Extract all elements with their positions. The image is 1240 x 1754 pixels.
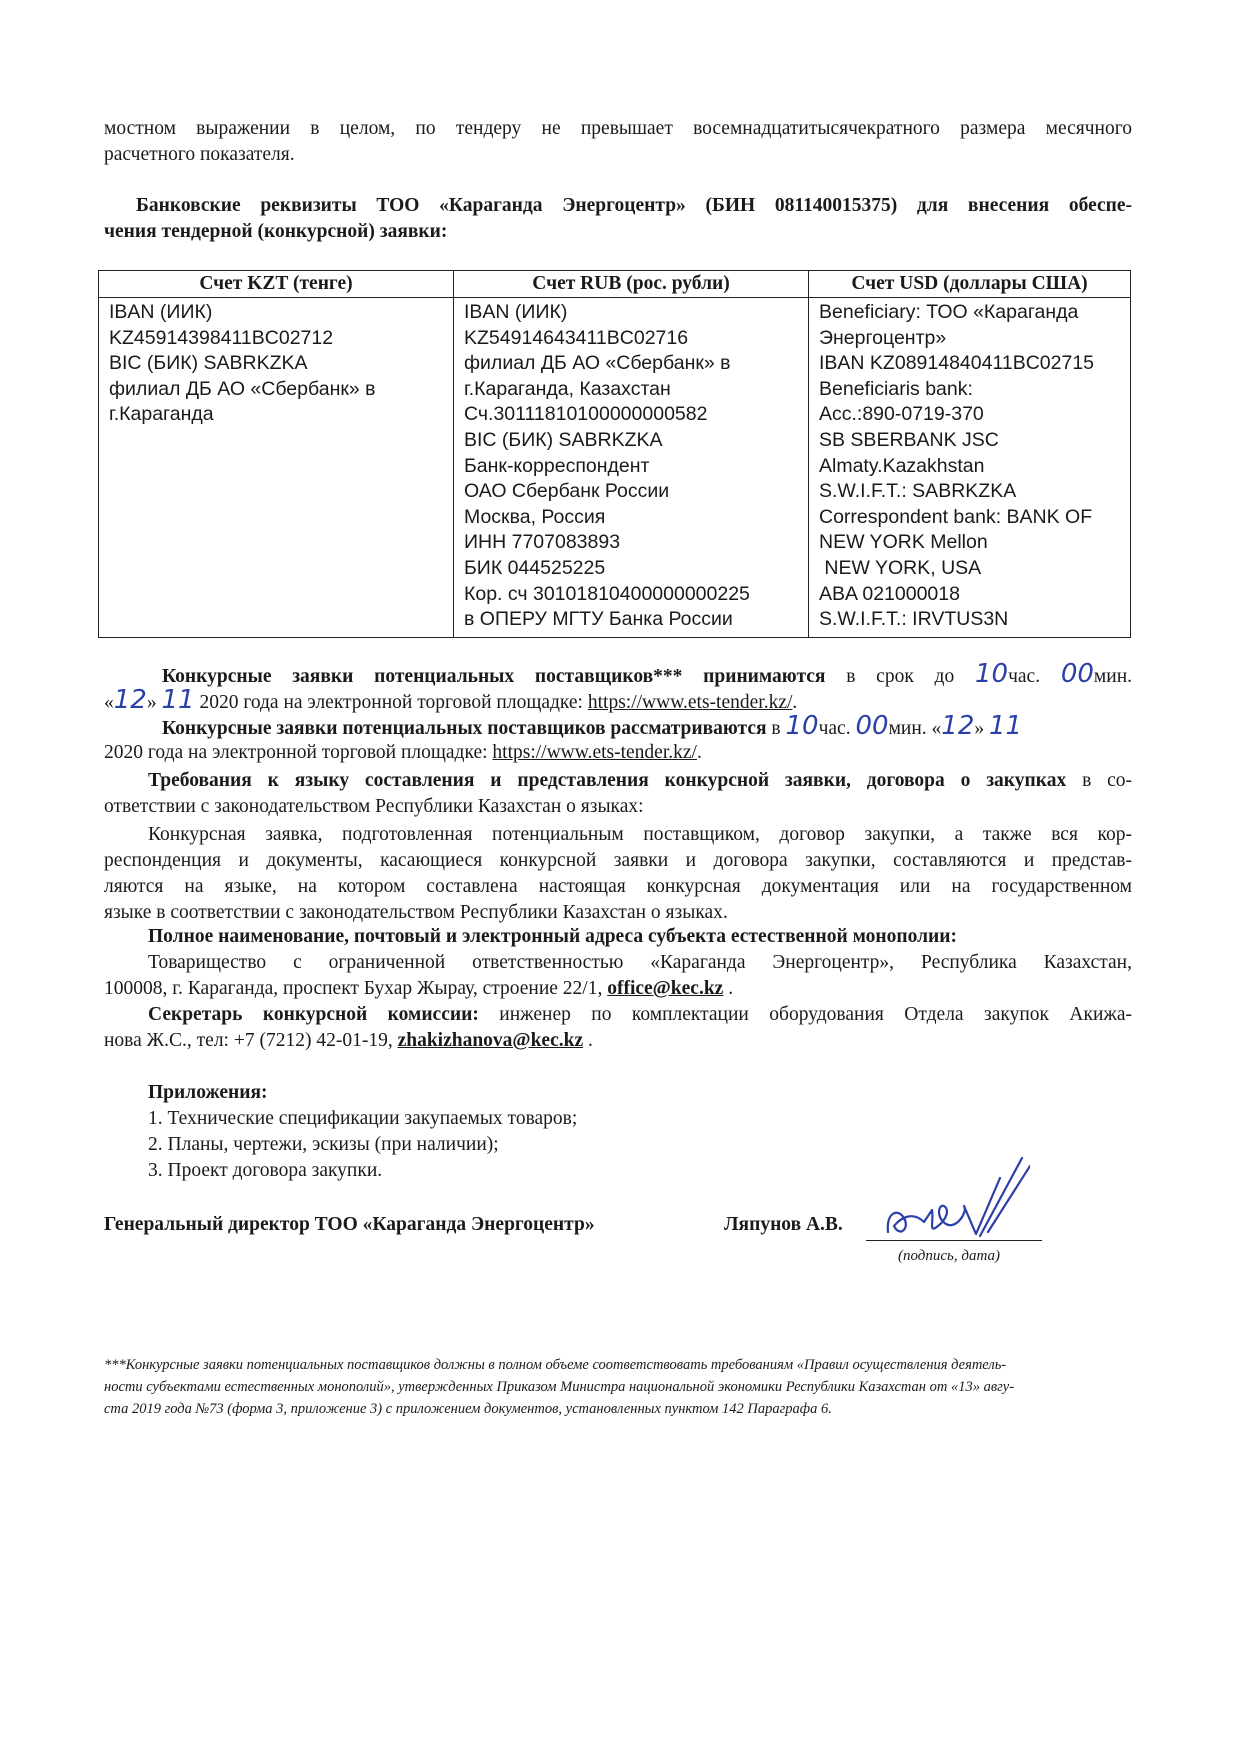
language-bold: Требования к языку составления и представления конкурсной заявки, договора о закупках [148, 770, 1067, 791]
header-kzt: Счет KZT (тенге) [99, 271, 454, 298]
appendix-item: 1. Технические спецификации закупаемых товаров; [148, 1108, 578, 1129]
rub-line: Москва, Россия [464, 505, 606, 528]
usd-cell [809, 298, 1131, 638]
intro-line-2: расчетного показателя. [104, 144, 295, 165]
handwritten-minute: 00 [855, 711, 889, 741]
director-position: Генеральный директор ТОО «Караганда Энергоцентр» [104, 1214, 595, 1235]
period: . [723, 978, 734, 999]
period: . [583, 1030, 593, 1051]
usd-line: S.W.I.F.T.: IRVTUS3N [819, 608, 1009, 631]
secretary-contact: нова Ж.С., тел: +7 (7212) 42-01-19, [104, 1030, 393, 1051]
usd-line: IBAN KZ08914840411BC02715 [819, 352, 1095, 375]
hour-unit: час. [818, 718, 851, 739]
handwritten-hour: 10 [974, 659, 1009, 689]
entity-address: 100008, г. Караганда, проспект Бухар Жырау, строение 22/1, [104, 978, 603, 999]
footnote [104, 1354, 1136, 1420]
appendix-item: 3. Проект договора закупки. [148, 1160, 383, 1181]
usd-line: NEW YORK Mellon [819, 531, 988, 554]
footnote-line-3: ста 2019 года №73 (форма 3, приложение 3) с приложением документов, установленных пунктом 142 Параграфа 6. [104, 1401, 832, 1417]
kzt-line: KZ45914398411BC02712 [109, 326, 334, 349]
secretary-line-1 [148, 1002, 1132, 1028]
usd-line: S.W.I.F.T.: SABRKZKA [819, 480, 1017, 503]
footnote-line-2: ности субъектами естественных монополий», утвержденных Приказом Министра национальной экономики Республики Казахстан от «13» авгу- [104, 1379, 1015, 1395]
rub-line: в ОПЕРУ МГТУ Банка России [464, 608, 733, 631]
handwritten-hour: 10 [785, 711, 819, 741]
usd-line: Correspondent bank: BANK OF [819, 505, 1093, 528]
signature-hint: (подпись, дата) [898, 1248, 1000, 1264]
entity-line-1: Товарищество с ограниченной ответственностью «Караганда Энергоцентр», Республика Казахстан, [148, 952, 1132, 973]
deadline-line-2 [104, 685, 798, 716]
quote-close: » [146, 692, 157, 713]
secretary-email-link[interactable]: zhakizhanova@kec.kz [397, 1030, 584, 1051]
quote-close: » [974, 718, 985, 739]
usd-line: Beneficiaris bank: [819, 377, 973, 400]
rub-line: ОАО Сбербанк России [464, 480, 670, 503]
kzt-line: г.Караганда [109, 403, 214, 426]
minute-unit: мин. [1093, 666, 1133, 687]
usd-line: Энергоцентр» [819, 326, 947, 349]
secretary-text: инженер по комплектации оборудования Отдела закупок Акижа- [499, 1004, 1133, 1025]
rub-line: BIC (БИК) SABRKZKA [464, 428, 663, 451]
bank-heading-line-2: чения тендерной (конкурсной) заявки: [104, 221, 448, 242]
rub-line: Кор. сч 30101810400000000225 [464, 582, 750, 605]
deadline-bold-2: принимаются [703, 666, 826, 687]
review-line-1 [162, 711, 1132, 742]
rub-cell [454, 298, 809, 638]
secretary-line-2 [104, 1028, 593, 1054]
rub-line: KZ54914643411BC02716 [464, 326, 689, 349]
rub-line: БИК 044525225 [464, 556, 606, 579]
review-bold: Конкурсные заявки потенциальных поставщиков рассматриваются [162, 718, 767, 739]
usd-line: NEW YORK, USA [819, 556, 982, 579]
appendix-title: Приложения: [148, 1082, 268, 1103]
handwritten-signature [880, 1152, 1030, 1252]
ets-tender-link[interactable]: https://www.ets-tender.kz/ [587, 692, 793, 713]
ets-tender-link[interactable]: https://www.ets-tender.kz/ [492, 742, 697, 763]
deadline-line-1 [162, 659, 1133, 690]
language-line-1 [148, 768, 1132, 794]
minute-unit: мин. [888, 718, 927, 739]
rub-line: IBAN (ИИК) [464, 301, 568, 323]
director-name: Ляпунов А.В. [724, 1214, 843, 1235]
usd-line: Acc.:890-0719-370 [819, 403, 984, 426]
quote-open: « [931, 718, 942, 739]
language-p-line-1: Конкурсная заявка, подготовленная потенциальным поставщиком, договор закупки, а также вся кор- [148, 824, 1132, 845]
deadline-text-1: в срок до [846, 666, 955, 687]
language-p-line-4: языке в соответствии с законодательством Республики Казахстан о языках. [104, 902, 728, 923]
handwritten-day: 12 [113, 685, 147, 715]
table-row [99, 298, 1131, 638]
rub-line: Банк-корреспондент [464, 454, 650, 477]
header-usd: Счет USD (доллары США) [809, 271, 1131, 298]
usd-line: ABA 021000018 [819, 582, 960, 605]
usd-line: SB SBERBANK JSC [819, 428, 999, 451]
usd-line: Almaty.Kazakhstan [819, 454, 985, 477]
language-p-line-3: ляются на языке, на котором составлена настоящая конкурсная документация или на государственном [104, 876, 1132, 897]
secretary-bold: Секретарь конкурсной комиссии: [148, 1004, 479, 1025]
kzt-line: филиал ДБ АО «Сбербанк» в [109, 377, 376, 400]
kzt-line: BIC (БИК) SABRKZKA [109, 352, 308, 375]
entity-line-2 [104, 976, 733, 1002]
intro-line-1: мостном выражении в целом, по тендеру не превышает восемнадцатитысячекратного размера месячного [104, 118, 1132, 139]
rub-line: г.Караганда, Казахстан [464, 377, 671, 400]
language-p-line-2: респонденция и документы, касающиеся конкурсной заявки и договора закупки, составляются и представ- [104, 850, 1132, 871]
usd-line: Beneficiary: ТОО «Караганда [819, 301, 1079, 323]
appendix-item: 2. Планы, чертежи, эскизы (при наличии); [148, 1134, 499, 1155]
bank-heading-line-1: Банковские реквизиты ТОО «Караганда Энергоцентр» (БИН 081140015375) для внесения обеспе- [136, 195, 1132, 216]
rub-line: ИНН 7707083893 [464, 531, 621, 554]
handwritten-minute: 00 [1060, 659, 1094, 689]
review-line-2 [104, 740, 702, 766]
kzt-line: IBAN (ИИК) [109, 301, 213, 323]
header-rub: Счет RUB (рос. рубли) [454, 271, 809, 298]
hour-unit: час. [1008, 666, 1041, 687]
rub-line: филиал ДБ АО «Сбербанк» в [464, 352, 731, 375]
language-line-2: ответствии с законодательством Республики Казахстан о языках: [104, 796, 644, 817]
quote-open: « [104, 692, 114, 713]
deadline-text-2: 2020 года на электронной торговой площадке: [199, 692, 583, 713]
language-text: в со- [1082, 770, 1133, 791]
period: . [792, 692, 798, 713]
bank-details-table [98, 270, 1131, 638]
rub-line: Сч.30111810100000000582 [464, 403, 708, 426]
entity-heading: Полное наименование, почтовый и электронный адреса субъекта естественной монополии: [148, 926, 957, 947]
handwritten-month: 11 [161, 685, 195, 715]
kzt-cell [99, 298, 454, 638]
office-email-link[interactable]: office@kec.kz [607, 978, 724, 999]
deadline-bold-1: Конкурсные заявки потенциальных поставщиков*** [162, 666, 683, 687]
review-text-1: в [771, 718, 781, 739]
handwritten-day: 12 [941, 711, 975, 741]
handwritten-month: 11 [989, 711, 1023, 741]
table-header-row [99, 271, 1131, 298]
review-text-2: 2020 года на электронной торговой площадке: [104, 742, 488, 763]
footnote-line-1: ***Конкурсные заявки потенциальных поставщиков должны в полном объеме соответствовать требованиям «Правил осуществления деятель- [104, 1357, 1007, 1373]
period: . [696, 742, 702, 763]
